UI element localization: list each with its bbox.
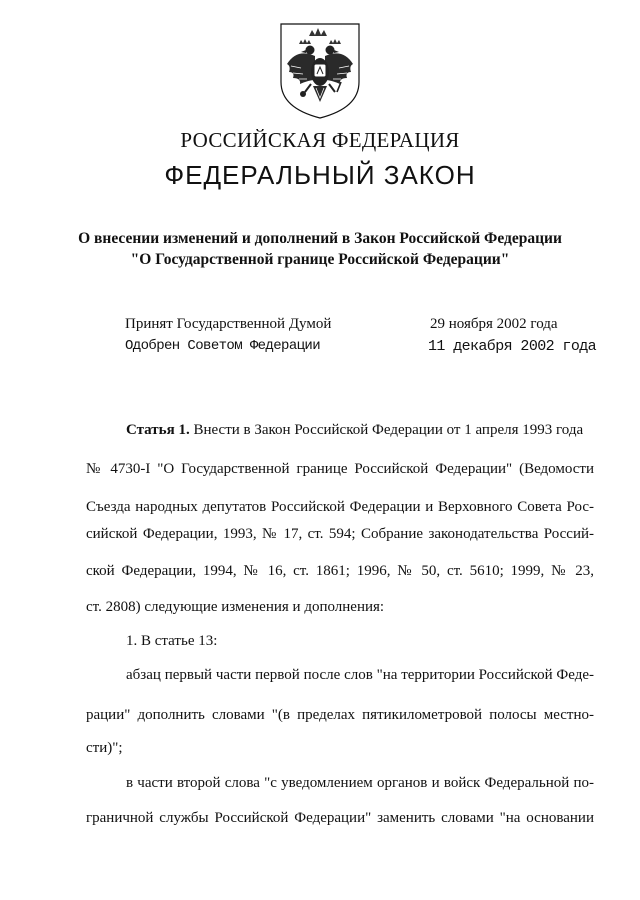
country-name: РОССИЙСКАЯ ФЕДЕРАЦИЯ — [180, 128, 460, 152]
paragraph-1-line: абзац первый части первой после слов "на территории Российской Феде- — [126, 667, 594, 683]
article-1-line: ст. 2808) следующие изменения и дополнения: — [86, 599, 385, 615]
coat-of-arms-icon — [275, 20, 365, 120]
adoption-duma-label: Принят Государственной Думой — [125, 316, 332, 332]
paragraph-1-line: рации" дополнить словами "(в пределах пятикилометровой полосы местно- — [86, 707, 594, 723]
law-title — [0, 228, 640, 270]
article-1-line: Съезда народных депутатов Российской Федерации и Верховного Совета Рос- — [86, 499, 594, 515]
law-title-line: "О Государственной границе Российской Федерации" — [130, 251, 510, 268]
article-1-line: сийской Федерации, 1993, № 17, ст. 594; Собрание законодательства Россий- — [86, 526, 594, 542]
eagle-emblem-icon — [275, 20, 365, 120]
article-1-heading: Статья 1. — [126, 422, 190, 438]
paragraph-1-line: сти)"; — [86, 740, 123, 756]
adoption-duma-date: 29 ноября 2002 года — [430, 316, 558, 332]
law-title-line: О внесении изменений и дополнений в Закон Российской Федерации — [78, 230, 562, 247]
article-1-line: № 4730-I "О Государственной границе Российской Федерации" (Ведомости — [86, 461, 594, 477]
article-1-line: ской Федерации, 1994, № 16, ст. 1861; 1996, № 50, ст. 5610; 1999, № 23, — [86, 563, 594, 579]
paragraph-2-line: граничной службы Российской Федерации" заменить словами "на основании — [86, 810, 594, 826]
paragraph-2-line: в части второй слова "с уведомлением органов и войск Федеральной по- — [126, 775, 594, 791]
article-1-text: Внести в Закон Российской Федерации от 1 апреля 1993 года — [193, 422, 584, 438]
document-type: ФЕДЕРАЛЬНЫЙ ЗАКОН — [164, 160, 476, 190]
adoption-council-date: 11 декабря 2002 года — [428, 338, 597, 355]
article-1-first-line — [126, 420, 594, 440]
item-1: 1. В статье 13: — [126, 633, 218, 649]
adoption-council-label: Одобрен Советом Федерации — [125, 338, 321, 354]
